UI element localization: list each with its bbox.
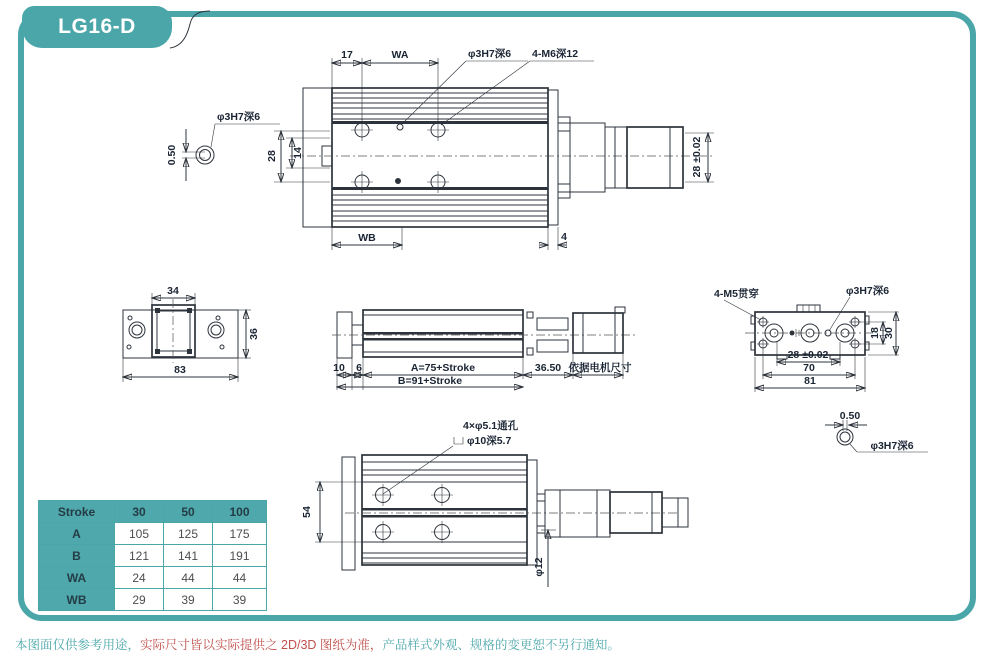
dim-54: 54 [301,506,313,518]
detail-pin-label: φ3H7深6 [217,111,261,123]
dim-70: 70 [803,362,815,374]
profile-outline [123,299,238,363]
title-tab-connector [168,4,212,54]
cell-wb-50: 39 [164,589,213,611]
detail-pin-label: φ3H7深6 [870,440,914,452]
dim-83: 83 [174,364,186,376]
cell-wb-30: 29 [115,589,164,611]
table-header-100: 100 [213,501,267,523]
table-header-row [39,501,267,523]
plan-body [342,455,688,570]
dim-3650: 36.50 [534,362,562,374]
plan-labels [383,419,519,494]
through-holes-label: 4×φ5.1通孔 [463,420,519,432]
cell-a-50: 125 [164,523,213,545]
disclaimer-part1: 本图面仅供参考用途， [15,638,141,652]
table-row [39,589,267,611]
pin-offset-detail [825,410,928,452]
cell-wa-100: 44 [213,567,267,589]
pin-hole-label: φ3H7深6 [468,48,512,60]
disclaimer [15,635,620,653]
cell-a-100: 175 [213,523,267,545]
dim-wa: WA [391,49,409,61]
dims-right [685,133,714,182]
dim-81: 81 [804,375,816,387]
row-label-wb: WB [39,589,115,611]
counterbore-icon [454,437,463,444]
dim-17: 17 [341,49,353,61]
cell-b-100: 191 [213,545,267,567]
dim-18: 18 [869,327,881,339]
side-body [332,307,635,358]
table-header-30: 30 [115,501,164,523]
cell-a-30: 105 [115,523,164,545]
cell-b-30: 121 [115,545,164,567]
cell-wb-100: 39 [213,589,267,611]
row-label-a: A [39,523,115,545]
disclaimer-part3: 产品样式外观、规格的变更恕不另行通知。 [382,638,620,652]
table-row [39,523,267,545]
dims-top [332,47,594,125]
stroke-dimension-table [38,500,267,611]
counterbore-label: φ10深5.7 [467,435,512,447]
end-view-dims [123,285,260,382]
motor-assembly [548,90,683,225]
row-label-wa: WA [39,567,115,589]
dim-28-tol: 28 ±0.02 [691,136,703,178]
table-header-50: 50 [164,501,213,523]
pin-hole-label: φ3H7深6 [846,285,890,297]
title-tab [22,6,172,48]
table-row [39,567,267,589]
dim-28: 28 [266,150,278,162]
table-header-stroke: Stroke [39,501,115,523]
cell-wa-50: 44 [164,567,213,589]
actuator-body [290,88,712,227]
top-view-drawing [160,45,720,270]
cell-wa-30: 24 [115,567,164,589]
dim-4: 4 [561,231,567,243]
cell-b-50: 141 [164,545,213,567]
plan-dims [301,482,556,587]
dims-left [266,131,330,182]
dim-14: 14 [292,147,304,159]
dim-34: 34 [167,285,179,297]
m5-holes-label: 4-M5贯穿 [714,288,759,300]
dim-6: 6 [356,362,362,374]
table-row [39,545,267,567]
dim-36: 36 [248,328,260,340]
detail-dim-050: 0.50 [839,410,861,422]
row-label-b: B [39,545,115,567]
dim-10: 10 [333,362,345,374]
plan-view-drawing [295,415,700,615]
dim-28-tol: 28 ±0.02 [787,349,829,361]
dim-wb: WB [358,232,376,244]
carriage-labels [714,284,889,331]
end-view-drawing [110,285,265,400]
side-view-drawing [330,295,670,400]
pin-offset-detail [166,110,280,181]
carriage-view-drawing [700,280,935,475]
dim-a: A=75+Stroke [410,362,476,374]
dims-bottom [332,227,567,250]
mount-holes-label: 4-M6深12 [532,48,579,60]
detail-dim-050: 0.50 [166,144,178,166]
dim-b: B=91+Stroke [397,375,463,387]
motor-note: 依据电机尺寸 [568,362,632,374]
dim-30: 30 [883,327,895,339]
disclaimer-part2: 实际尺寸皆以实际提供之 2D/3D 图纸为准， [140,638,383,652]
page-title: LG16-D [58,15,136,38]
dim-phi12: φ12 [533,557,545,577]
